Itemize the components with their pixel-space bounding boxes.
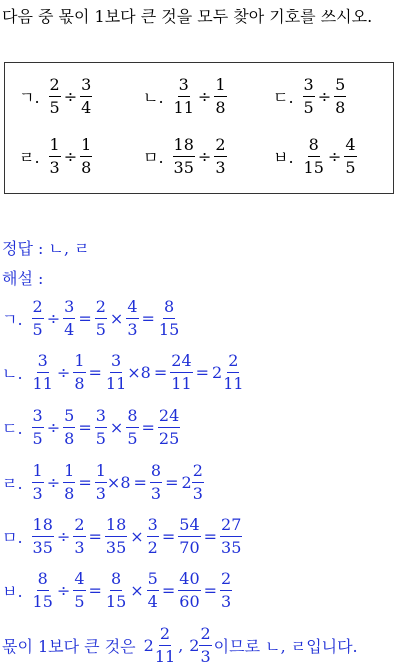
row-mark: ㄷ. xyxy=(2,419,23,438)
divide-sign: ÷ xyxy=(197,147,212,166)
option-2 xyxy=(143,77,227,116)
fraction: $\frac{3}{5}$ xyxy=(32,406,43,448)
answer-label: 정답 : xyxy=(2,239,44,258)
fraction: $\frac{2}{3}$ xyxy=(74,515,85,557)
fraction: $\frac{8}{5}$ xyxy=(127,406,138,448)
fraction: $\frac{2}{11}$ xyxy=(154,624,176,666)
fraction: $\frac{18}{35}$ xyxy=(105,515,127,557)
fraction: $\frac{3}{4}$ xyxy=(81,75,92,117)
fraction: $\frac{5}{8}$ xyxy=(335,75,346,117)
fraction: $\frac{3}{11}$ xyxy=(32,351,53,393)
mixed-number: 2 $\frac{2}{11}$ xyxy=(143,624,176,666)
option-mark: ㅂ. xyxy=(273,148,294,167)
fraction: $\frac{5}{4}$ xyxy=(147,569,158,611)
fraction: $\frac{2}{3}$ xyxy=(215,135,226,177)
option-mark: ㅁ. xyxy=(143,148,164,167)
solution-row-5: ㅁ. $\frac{18}{35}$ ÷ $\frac{2}{3}$ = $\frac{18}{35}$ × $\frac{3}{2}$ = $\frac{54}{70}$ = $\frac{27}{35}$ xyxy=(2,515,242,557)
fraction: $\frac{18}{35}$ xyxy=(32,515,53,557)
fraction: $\frac{2}{11}$ xyxy=(223,351,244,393)
row-mark: ㄹ. xyxy=(2,474,23,493)
fraction: $\frac{8}{15}$ xyxy=(303,135,324,177)
fraction: $\frac{2}{3}$ xyxy=(200,624,211,666)
option-3 xyxy=(273,77,346,116)
fraction: $\frac{54}{70}$ xyxy=(179,515,200,557)
option-5 xyxy=(143,137,227,176)
option-mark: ㄹ. xyxy=(19,148,40,167)
option-mark: ㄷ. xyxy=(273,88,294,107)
option-6 xyxy=(273,137,357,176)
fraction: $\frac{8}{15}$ xyxy=(158,297,180,339)
fraction: $\frac{4}{3}$ xyxy=(127,297,138,339)
fraction: $\frac{5}{8}$ xyxy=(64,406,75,448)
options-box xyxy=(4,62,394,194)
fraction: $\frac{1}{8}$ xyxy=(64,461,75,503)
fraction: $\frac{8}{15}$ xyxy=(32,569,53,611)
fraction: $\frac{3}{4}$ xyxy=(64,297,75,339)
divide-sign: ÷ xyxy=(327,147,342,166)
divide-sign: ÷ xyxy=(63,87,78,106)
fraction: $\frac{8}{3}$ xyxy=(150,461,162,503)
divide-sign: ÷ xyxy=(197,87,212,106)
fraction: $\frac{2}{3}$ xyxy=(221,569,232,611)
fraction: $\frac{18}{35}$ xyxy=(173,135,194,177)
fraction: $\frac{3}{5}$ xyxy=(303,75,314,117)
solution-row-1: ㄱ. $\frac{2}{5}$ ÷ $\frac{3}{4}$ = $\frac{2}{5}$ × $\frac{4}{3}$ = $\frac{8}{15}$ xyxy=(2,297,180,339)
option-mark: ㄴ. xyxy=(143,88,164,107)
question-text: 다음 중 몫이 1보다 큰 것을 모두 찾아 기호를 쓰시오. xyxy=(2,7,373,26)
answer-value: ㄴ, ㄹ xyxy=(48,239,90,258)
row-mark: ㄴ. xyxy=(2,364,23,383)
fraction: $\frac{24}{11}$ xyxy=(171,351,192,393)
fraction: $\frac{3}{2}$ xyxy=(147,515,158,557)
fraction: $\frac{3}{5}$ xyxy=(95,406,106,448)
solution-row-4: ㄹ. $\frac{1}{3}$ ÷ $\frac{1}{8}$ = $\frac{1}{3}$ ×8 = $\frac{8}{3}$ = 2 $\frac{2}{3}$ xyxy=(2,461,203,503)
fraction: $\frac{1}{8}$ xyxy=(74,351,85,393)
fraction: $\frac{1}{8}$ xyxy=(81,135,92,177)
fraction: $\frac{27}{35}$ xyxy=(221,515,242,557)
solution-row-2: ㄴ. $\frac{3}{11}$ ÷ $\frac{1}{8}$ = $\frac{3}{11}$ ×8 = $\frac{24}{11}$ = 2 $\frac{2}{11}$ xyxy=(2,351,244,393)
fraction: $\frac{2}{5}$ xyxy=(32,297,43,339)
divide-sign: ÷ xyxy=(63,147,78,166)
fraction: $\frac{1}{3}$ xyxy=(49,135,60,177)
mixed-number: 2 $\frac{2}{11}$ xyxy=(212,351,244,393)
fraction: $\frac{3}{11}$ xyxy=(105,351,127,393)
fraction: $\frac{4}{5}$ xyxy=(345,135,356,177)
fraction: $\frac{1}{8}$ xyxy=(215,75,226,117)
answer-line xyxy=(2,236,90,259)
fraction: $\frac{2}{5}$ xyxy=(95,297,106,339)
fraction: $\frac{2}{3}$ xyxy=(192,461,203,503)
fraction: $\frac{24}{25}$ xyxy=(158,406,180,448)
fraction: $\frac{4}{5}$ xyxy=(74,569,85,611)
solution-row-3: ㄷ. $\frac{3}{5}$ ÷ $\frac{5}{8}$ = $\frac{3}{5}$ × $\frac{8}{5}$ = $\frac{24}{25}$ xyxy=(2,406,180,448)
divide-sign: ÷ xyxy=(317,87,332,106)
mixed-number: 2 $\frac{2}{3}$ xyxy=(189,624,211,666)
mixed-number: 2 $\frac{2}{3}$ xyxy=(181,461,203,503)
fraction: $\frac{1}{3}$ xyxy=(95,461,106,503)
row-mark: ㄱ. xyxy=(2,310,23,329)
row-mark: ㅁ. xyxy=(2,528,23,547)
solution-row-6: ㅂ. $\frac{8}{15}$ ÷ $\frac{4}{5}$ = $\frac{8}{15}$ × $\frac{5}{4}$ = $\frac{40}{60}$ = $\frac{2}{3}$ xyxy=(2,569,232,611)
fraction: $\frac{3}{11}$ xyxy=(173,75,194,117)
conclusion-line: 몫이 1보다 큰 것은 2 $\frac{2}{11}$ , 2 $\frac{2}{3}$ 이므로 ㄴ, ㄹ입니다. xyxy=(2,624,358,666)
row-mark: ㅂ. xyxy=(2,582,23,601)
option-mark: ㄱ. xyxy=(19,88,40,107)
fraction: $\frac{2}{5}$ xyxy=(49,75,60,117)
option-1 xyxy=(19,77,92,116)
fraction: $\frac{40}{60}$ xyxy=(179,569,200,611)
fraction: $\frac{8}{15}$ xyxy=(105,569,127,611)
option-4 xyxy=(19,137,92,176)
explanation-label: 해설 : xyxy=(2,269,44,288)
fraction: $\frac{1}{3}$ xyxy=(32,461,43,503)
